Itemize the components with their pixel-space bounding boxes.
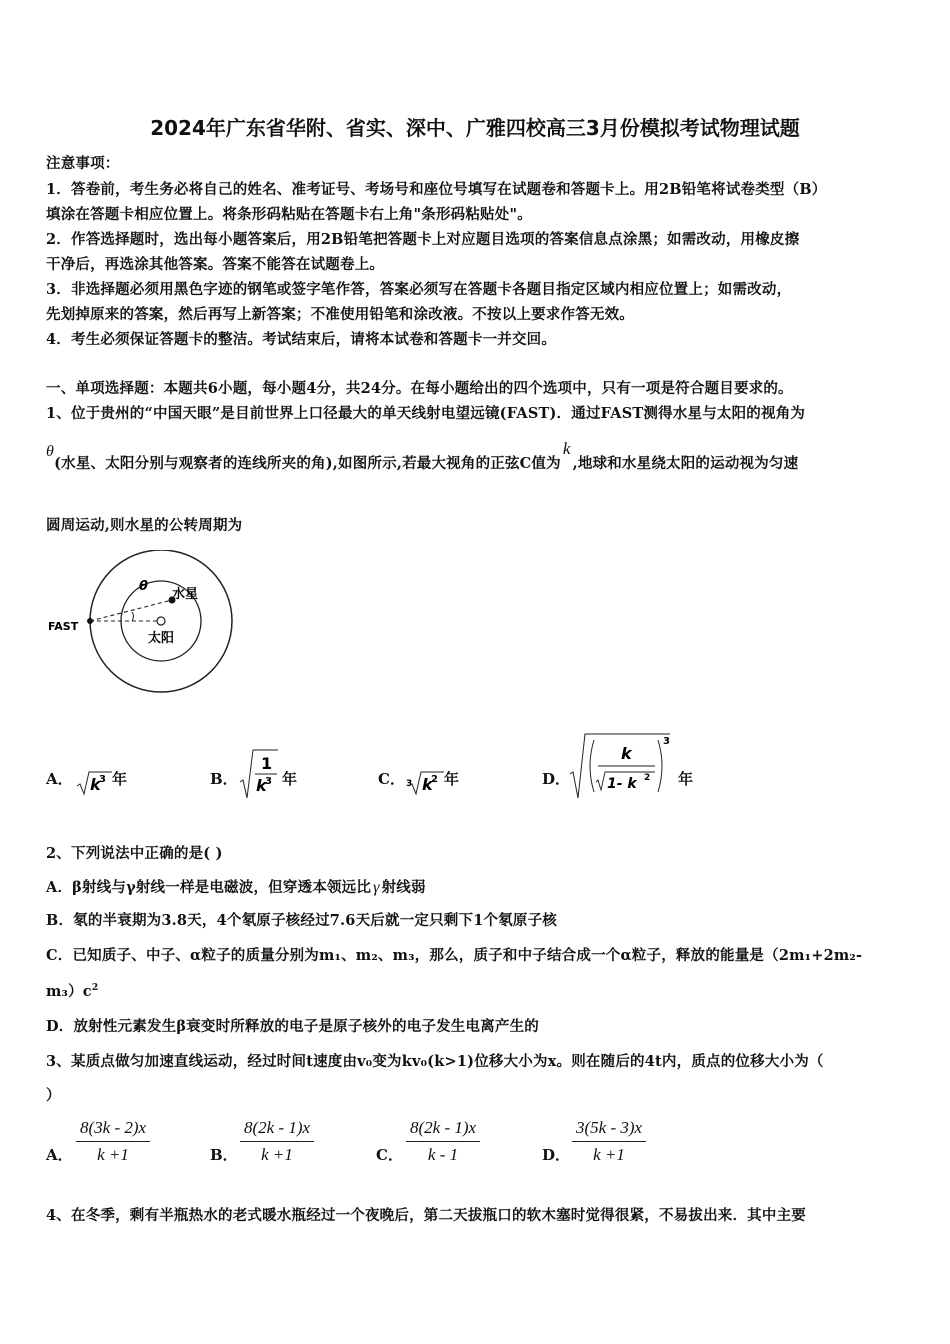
svg-text:k: k [90,775,101,794]
svg-text:2: 2 [431,774,438,785]
unit-label: 年 [282,770,298,788]
q3-option-a-label[interactable]: A． [46,1146,73,1164]
q2-option-d[interactable]: D．放射性元素发生β衰变时所释放的电子是原子核外的电子发生电离产生的 [46,1018,540,1035]
svg-text:k: k [422,775,433,794]
notice-line: 1．答卷前，考生务必将自己的姓名、准考证号、考场号和座位号填写在试题卷和答题卡上。用2B铅笔将试卷类型（B） [46,181,827,198]
q3-option-d-label[interactable]: D． [542,1146,571,1164]
paren-right [658,740,662,792]
section-heading: 一、单项选择题：本题共6小题，每小题4分，共24分。在每小题给出的四个选项中，只有一项是符合题目要求的。 [46,380,793,397]
page-title: 2024年广东省华附、省实、深中、广雅四校高三3月份模拟考试物理试题 [150,116,800,140]
q2-option-c-line1[interactable]: C．已知质子、中子、α粒子的质量分别为m₁、m₂、m₃，那么，质子和中子结合成一个α粒子，释放的能量是（2m₁+2m₂- [46,947,863,964]
svg-text:3: 3 [663,736,670,747]
q1-stem-line2: θ(水星、太阳分别与观察者的连线所夹的角),如图所示,若最大视角的正弦C值为k,地球和水星绕太阳的运动视为匀速 [46,439,799,472]
svg-text:1: 1 [261,754,273,773]
unit-label: 年 [112,770,128,788]
option-a-formula [72,760,112,800]
theta-symbol: θ [46,443,55,460]
q3-stem-line2: ） [46,1087,61,1104]
option-b-formula [236,744,280,802]
k-symbol: k [562,439,571,458]
notice-line: 3．非选择题必须用黑色字迹的钢笔或签字笔作答，答案必须写在答题卡各题目指定区域内相应位置上；如需改动， [46,281,792,298]
angle-label: θ [139,579,148,594]
svg-text:2: 2 [644,773,651,783]
svg-text:k: k [256,776,267,795]
option-c-formula [404,760,444,800]
q3-option-b-formula: $\frac{8(2k - 1)x}{k +1}$ [240,1118,314,1165]
notice-line: 干净后，再选涂其他答案。答案不能答在试题卷上。 [46,256,385,273]
q3-option-a-formula: $\frac{8(3k - 2)x}{k +1}$ [76,1118,150,1165]
q2-stem: 2、下列说法中正确的是( ) [46,845,223,862]
notice-heading: 注意事项： [46,155,120,172]
q3-option-c-formula: $\frac{8(2k - 1)x}{k - 1}$ [406,1118,480,1165]
q3-option-c-label[interactable]: C． [376,1146,403,1164]
q2-option-a[interactable]: A．β射线与γ射线一样是电磁波，但穿透本领远比 γ 射线弱 [46,879,426,896]
q1-option-a[interactable]: A． [46,770,73,788]
q2-option-c-line2: $m_3)c^2$ [46,983,99,1000]
q3-stem-line1: 3、某质点做匀加速直线运动，经过时间t速度由v₀变为kv₀(k>1)位移大小为x。则在随后的4t内，质点的位移大小为（ [46,1053,824,1070]
fast-label: FAST [48,620,79,633]
sun-point [157,617,165,625]
svg-text:1- k: 1- k [607,776,637,792]
option-d-formula [566,730,676,802]
paren-left [590,740,594,792]
notice-line: 填涂在答题卡相应位置上。将条形码粘贴在答题卡右上角"条形码粘贴处"。 [46,206,532,223]
q3-option-d-formula: $\frac{3(5k - 3)x}{k +1}$ [572,1118,646,1165]
angle-arc [132,612,134,621]
q4-stem-line1: 4、在冬季，剩有半瓶热水的老式暖水瓶经过一个夜晚后，第二天拔瓶口的软木塞时觉得很紧，不易拔出来．其中主要 [46,1207,806,1224]
notice-line: 4．考生必须保证答题卡的整洁。考试结束后，请将本试卷和答题卡一并交回。 [46,331,557,348]
q1-option-c[interactable]: C． [378,770,405,788]
sun-label: 太阳 [148,631,175,646]
gamma-symbol: γ [373,879,380,896]
notice-line: 先划掉原来的答案，然后再写上新答案；不准使用铅笔和涂改液。不按以上要求作答无效。 [46,306,634,323]
q3-option-b-label[interactable]: B． [210,1146,238,1164]
q1-option-b[interactable]: B． [210,770,238,788]
unit-label: 年 [678,770,694,788]
fast-point [87,618,93,624]
orbit-diagram [44,550,244,700]
q1-stem-line1: 1、位于贵州的“中国天眼”是目前世界上口径最大的单天线射电望远镜(FAST)．通过FAST测得水星与太阳的视角为 [46,405,806,422]
unit-label: 年 [444,770,460,788]
q2-option-b[interactable]: B．氡的半衰期为3.8天，4个氡原子核经过7.6天后就一定只剩下1个氡原子核 [46,912,557,929]
svg-text:3: 3 [265,776,272,787]
notice-line: 2．作答选择题时，选出每小题答案后，用2B铅笔把答题卡上对应题目选项的答案信息点涂黑；如需改动，用橡皮擦 [46,231,800,248]
q1-stem-line3: 圆周运动,则水星的公转周期为 [46,517,243,534]
svg-text:3: 3 [99,774,106,785]
mercury-label: 水星 [172,587,199,602]
q1-option-d[interactable]: D． [542,770,571,788]
svg-text:k: k [621,744,632,763]
svg-text:3: 3 [406,779,413,789]
